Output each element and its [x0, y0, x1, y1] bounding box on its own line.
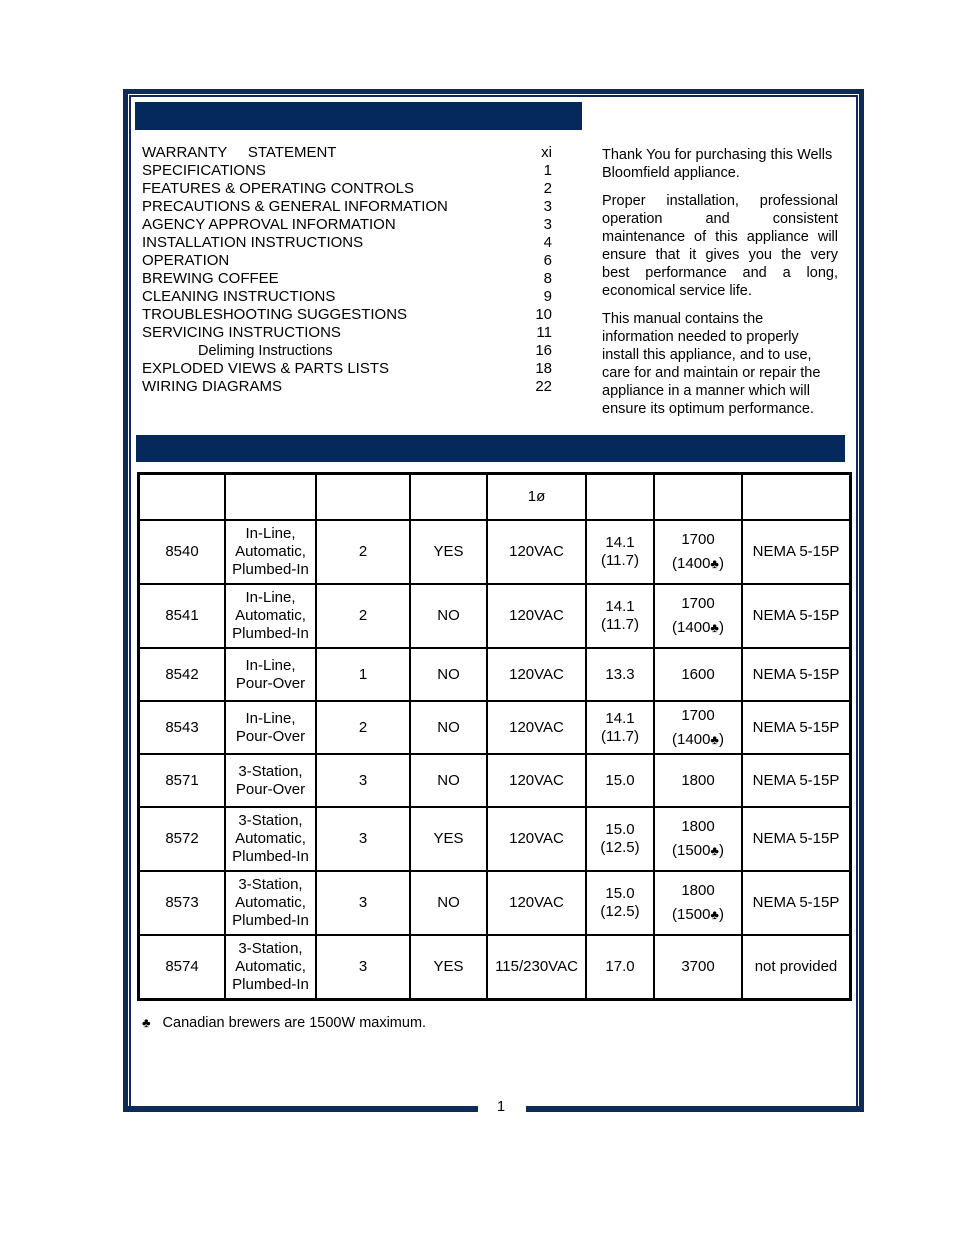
type-line: 3-Station, — [238, 876, 303, 893]
faucet-cell: NO — [410, 648, 487, 701]
toc-row — [142, 360, 552, 378]
toc-label: BREWING COFFEE — [142, 270, 279, 287]
maple-leaf-icon: ♣ — [710, 620, 719, 635]
toc-label: SPECIFICATIONS — [142, 162, 266, 179]
plug-cell: NEMA 5-15P — [742, 648, 851, 701]
intro-text — [602, 146, 838, 428]
type-line: Automatic, — [235, 957, 306, 975]
volts-cell: 120VAC — [487, 701, 586, 754]
toc-row — [142, 324, 552, 342]
toc-page-number: 1 — [543, 162, 552, 179]
toc-label: INSTALLATION INSTRUCTIONS — [142, 234, 364, 251]
toc-row — [142, 144, 552, 162]
footnote — [142, 1015, 426, 1031]
toc-label: Deliming Instructions — [198, 343, 333, 359]
table-row — [139, 754, 851, 807]
toc-row — [142, 270, 552, 288]
type-cell — [225, 871, 316, 935]
volts-cell: 120VAC — [487, 754, 586, 807]
type-line: In-Line, — [245, 589, 296, 606]
toc-page-number: 11 — [536, 324, 552, 341]
type-cell — [225, 701, 316, 754]
toc-label: WARRANTY STATEMENT — [142, 144, 337, 161]
amps-cell — [586, 701, 654, 754]
type-cell — [225, 935, 316, 999]
header-cell — [586, 474, 654, 521]
header-cell — [316, 474, 410, 521]
watts-canadian-value: (1400 — [672, 555, 711, 572]
table-row — [139, 701, 851, 754]
toc-page-number: 4 — [543, 234, 552, 251]
type-cell — [225, 754, 316, 807]
model-cell: 8571 — [139, 754, 226, 807]
contents-header-bar — [135, 102, 582, 130]
type-line: Automatic, — [235, 607, 306, 624]
plug-cell: NEMA 5-15P — [742, 754, 851, 807]
type-line: In-Line, — [245, 656, 296, 674]
warmers-cell: 2 — [316, 701, 410, 754]
warmers-cell: 1 — [316, 648, 410, 701]
header-cell — [654, 474, 742, 521]
watts-value: 1700 — [681, 531, 715, 548]
model-cell: 8542 — [139, 648, 226, 701]
toc-label: PRECAUTIONS & GENERAL INFORMATION — [142, 198, 448, 215]
type-line: Automatic, — [235, 543, 306, 560]
type-line: 3-Station, — [238, 762, 303, 780]
type-cell — [225, 807, 316, 871]
toc-label: FEATURES & OPERATING CONTROLS — [142, 180, 414, 197]
table-of-contents — [142, 144, 552, 396]
volts-cell: 120VAC — [487, 871, 586, 935]
volts-cell: 120VAC — [487, 584, 586, 648]
toc-row — [142, 180, 552, 198]
warmers-cell: 3 — [316, 754, 410, 807]
type-line: Plumbed-In — [232, 625, 309, 642]
plug-cell: not provided — [742, 935, 851, 999]
volts-cell: 120VAC — [487, 807, 586, 871]
table-row — [139, 807, 851, 871]
watts-canadian-value: (1500 — [672, 906, 711, 923]
amps-line: 14.1 — [605, 534, 635, 551]
amps-line: 13.3 — [605, 665, 635, 683]
watts-cell — [654, 754, 742, 807]
volts-cell: 120VAC — [487, 648, 586, 701]
watts-canadian-value: (1400 — [672, 619, 711, 636]
amps-line: 14.1 — [605, 709, 635, 727]
toc-label: CLEANING INSTRUCTIONS — [142, 288, 336, 305]
table-header-row — [139, 474, 851, 521]
toc-row — [142, 216, 552, 234]
watts-cell — [654, 935, 742, 999]
toc-page-number: 22 — [535, 378, 552, 395]
model-cell: 8574 — [139, 935, 226, 999]
warmers-cell: 2 — [316, 584, 410, 648]
amps-cell — [586, 935, 654, 999]
page-number: 1 — [496, 1099, 506, 1115]
amps-cell — [586, 871, 654, 935]
maple-leaf-icon: ♣ — [710, 556, 719, 571]
faucet-cell: NO — [410, 701, 487, 754]
toc-page-number: 3 — [543, 198, 552, 215]
paren-close: ) — [718, 842, 724, 859]
table-row — [139, 871, 851, 935]
type-line: Pour-Over — [235, 727, 306, 745]
model-cell: 8543 — [139, 701, 226, 754]
model-cell: 8573 — [139, 871, 226, 935]
watts-cell — [654, 701, 742, 754]
amps-line: 15.0 — [605, 821, 635, 838]
watts-value: 1800 — [681, 818, 715, 835]
toc-label: TROUBLESHOOTING SUGGESTIONS — [142, 306, 408, 323]
type-line: Plumbed-In — [232, 975, 309, 993]
type-line: 3-Station, — [238, 812, 303, 829]
specifications-header-bar — [136, 435, 845, 462]
watts-canadian-value: (1400 — [672, 730, 711, 748]
toc-page-number: 8 — [543, 270, 552, 287]
maple-leaf-icon: ♣ — [710, 731, 719, 747]
model-cell: 8540 — [139, 520, 226, 584]
warmers-cell: 3 — [316, 871, 410, 935]
faucet-cell: YES — [410, 520, 487, 584]
toc-label: WIRING DIAGRAMS — [142, 378, 283, 395]
type-cell — [225, 520, 316, 584]
warmers-cell: 3 — [316, 807, 410, 871]
toc-row — [142, 234, 552, 252]
type-line: In-Line, — [245, 709, 296, 727]
toc-row — [142, 198, 552, 216]
amps-cell — [586, 584, 654, 648]
frame-bottom-left — [123, 1106, 478, 1112]
watts-canadian-value: (1500 — [672, 842, 711, 859]
amps-line: 15.0 — [605, 885, 635, 902]
warmers-cell: 3 — [316, 935, 410, 999]
plug-cell: NEMA 5-15P — [742, 520, 851, 584]
watts-cell — [654, 648, 742, 701]
faucet-cell: YES — [410, 935, 487, 999]
toc-page-number: 3 — [543, 216, 552, 233]
faucet-cell: NO — [410, 754, 487, 807]
header-cell — [225, 474, 316, 521]
paren-close: ) — [718, 619, 724, 636]
table-row — [139, 935, 851, 999]
warmers-cell: 2 — [316, 520, 410, 584]
amps-cell — [586, 520, 654, 584]
amps-line: (12.5) — [600, 839, 640, 856]
faucet-cell: NO — [410, 584, 487, 648]
toc-row — [142, 306, 552, 324]
watts-cell — [654, 584, 742, 648]
header-cell — [742, 474, 851, 521]
toc-page-number: 2 — [543, 180, 552, 197]
toc-row — [142, 288, 552, 306]
watts-value: 1800 — [681, 882, 715, 899]
amps-cell — [586, 754, 654, 807]
faucet-cell: YES — [410, 807, 487, 871]
amps-line: (11.7) — [600, 552, 640, 569]
toc-row — [142, 342, 552, 360]
type-line: Pour-Over — [235, 780, 306, 798]
watts-value: 1800 — [681, 771, 715, 789]
type-cell — [225, 584, 316, 648]
maple-leaf-icon: ♣ — [710, 843, 719, 858]
header-cell — [410, 474, 487, 521]
model-cell: 8572 — [139, 807, 226, 871]
watts-canadian — [655, 555, 741, 573]
amps-cell — [586, 807, 654, 871]
intro-paragraph-3: This manual contains the information needed to properly install this appliance, and to use, care for and maintain or repair the appliance in a manner which will ensure its optimum performance. — [602, 311, 821, 417]
plug-cell: NEMA 5-15P — [742, 807, 851, 871]
header-cell — [139, 474, 226, 521]
toc-label: SERVICING INSTRUCTIONS — [142, 324, 341, 341]
paren-close: ) — [718, 555, 724, 572]
plug-cell: NEMA 5-15P — [742, 584, 851, 648]
watts-canadian — [655, 731, 741, 749]
toc-row — [142, 252, 552, 270]
toc-page-number: xi — [541, 144, 552, 161]
watts-canadian — [655, 619, 741, 637]
watts-value: 1600 — [681, 665, 715, 683]
intro-paragraph-1: Thank You for purchasing this Wells Bloomfield appliance. — [602, 147, 833, 181]
type-line: Plumbed-In — [232, 912, 309, 929]
type-line: Pour-Over — [235, 674, 306, 692]
watts-value: 3700 — [681, 957, 715, 975]
volts-cell: 115/230VAC — [487, 935, 586, 999]
table-row — [139, 648, 851, 701]
toc-page-number: 6 — [543, 252, 552, 269]
toc-page-number: 9 — [543, 288, 552, 305]
intro-paragraph-2: Proper installation, professional operation and consistent maintenance of this appliance will ensure that it gives you the very best performance and a long, economical service life. — [602, 193, 838, 299]
amps-line: 14.1 — [605, 598, 635, 615]
toc-page-number: 10 — [535, 306, 552, 323]
toc-row — [142, 378, 552, 396]
type-line: Automatic, — [235, 894, 306, 911]
toc-label: EXPLODED VIEWS & PARTS LISTS — [142, 360, 390, 377]
frame-bottom-right — [526, 1106, 864, 1112]
plug-cell: NEMA 5-15P — [742, 701, 851, 754]
volts-cell: 120VAC — [487, 520, 586, 584]
type-line: 3-Station, — [238, 939, 303, 957]
toc-page-number: 18 — [535, 360, 552, 377]
toc-label: OPERATION — [142, 252, 230, 269]
amps-cell — [586, 648, 654, 701]
amps-line: (11.7) — [600, 727, 640, 745]
watts-cell — [654, 871, 742, 935]
maple-leaf-icon: ♣ — [710, 907, 719, 922]
type-cell — [225, 648, 316, 701]
watts-cell — [654, 807, 742, 871]
paren-close: ) — [718, 906, 724, 923]
toc-row — [142, 162, 552, 180]
paren-close: ) — [718, 730, 724, 748]
watts-cell — [654, 520, 742, 584]
footnote-text: Canadian brewers are 1500W maximum. — [162, 1015, 427, 1031]
specifications-table — [137, 472, 852, 1001]
maple-leaf-icon: ♣ — [142, 1015, 151, 1030]
faucet-cell: NO — [410, 871, 487, 935]
table-row — [139, 520, 851, 584]
type-line: Plumbed-In — [232, 848, 309, 865]
type-line: Automatic, — [235, 830, 306, 847]
watts-value: 1700 — [681, 595, 715, 612]
watts-canadian — [655, 842, 741, 860]
model-cell: 8541 — [139, 584, 226, 648]
amps-line: 17.0 — [605, 957, 635, 975]
header-cell-phase: 1ø — [487, 474, 586, 521]
watts-value: 1700 — [681, 706, 715, 724]
type-line: In-Line, — [245, 525, 296, 542]
amps-line: (12.5) — [600, 903, 640, 920]
toc-label: AGENCY APPROVAL INFORMATION — [142, 216, 396, 233]
type-line: Plumbed-In — [232, 561, 309, 578]
plug-cell: NEMA 5-15P — [742, 871, 851, 935]
amps-line: (11.7) — [600, 616, 640, 633]
table-row — [139, 584, 851, 648]
amps-line: 15.0 — [605, 771, 635, 789]
toc-page-number: 16 — [535, 342, 552, 359]
watts-canadian — [655, 906, 741, 924]
